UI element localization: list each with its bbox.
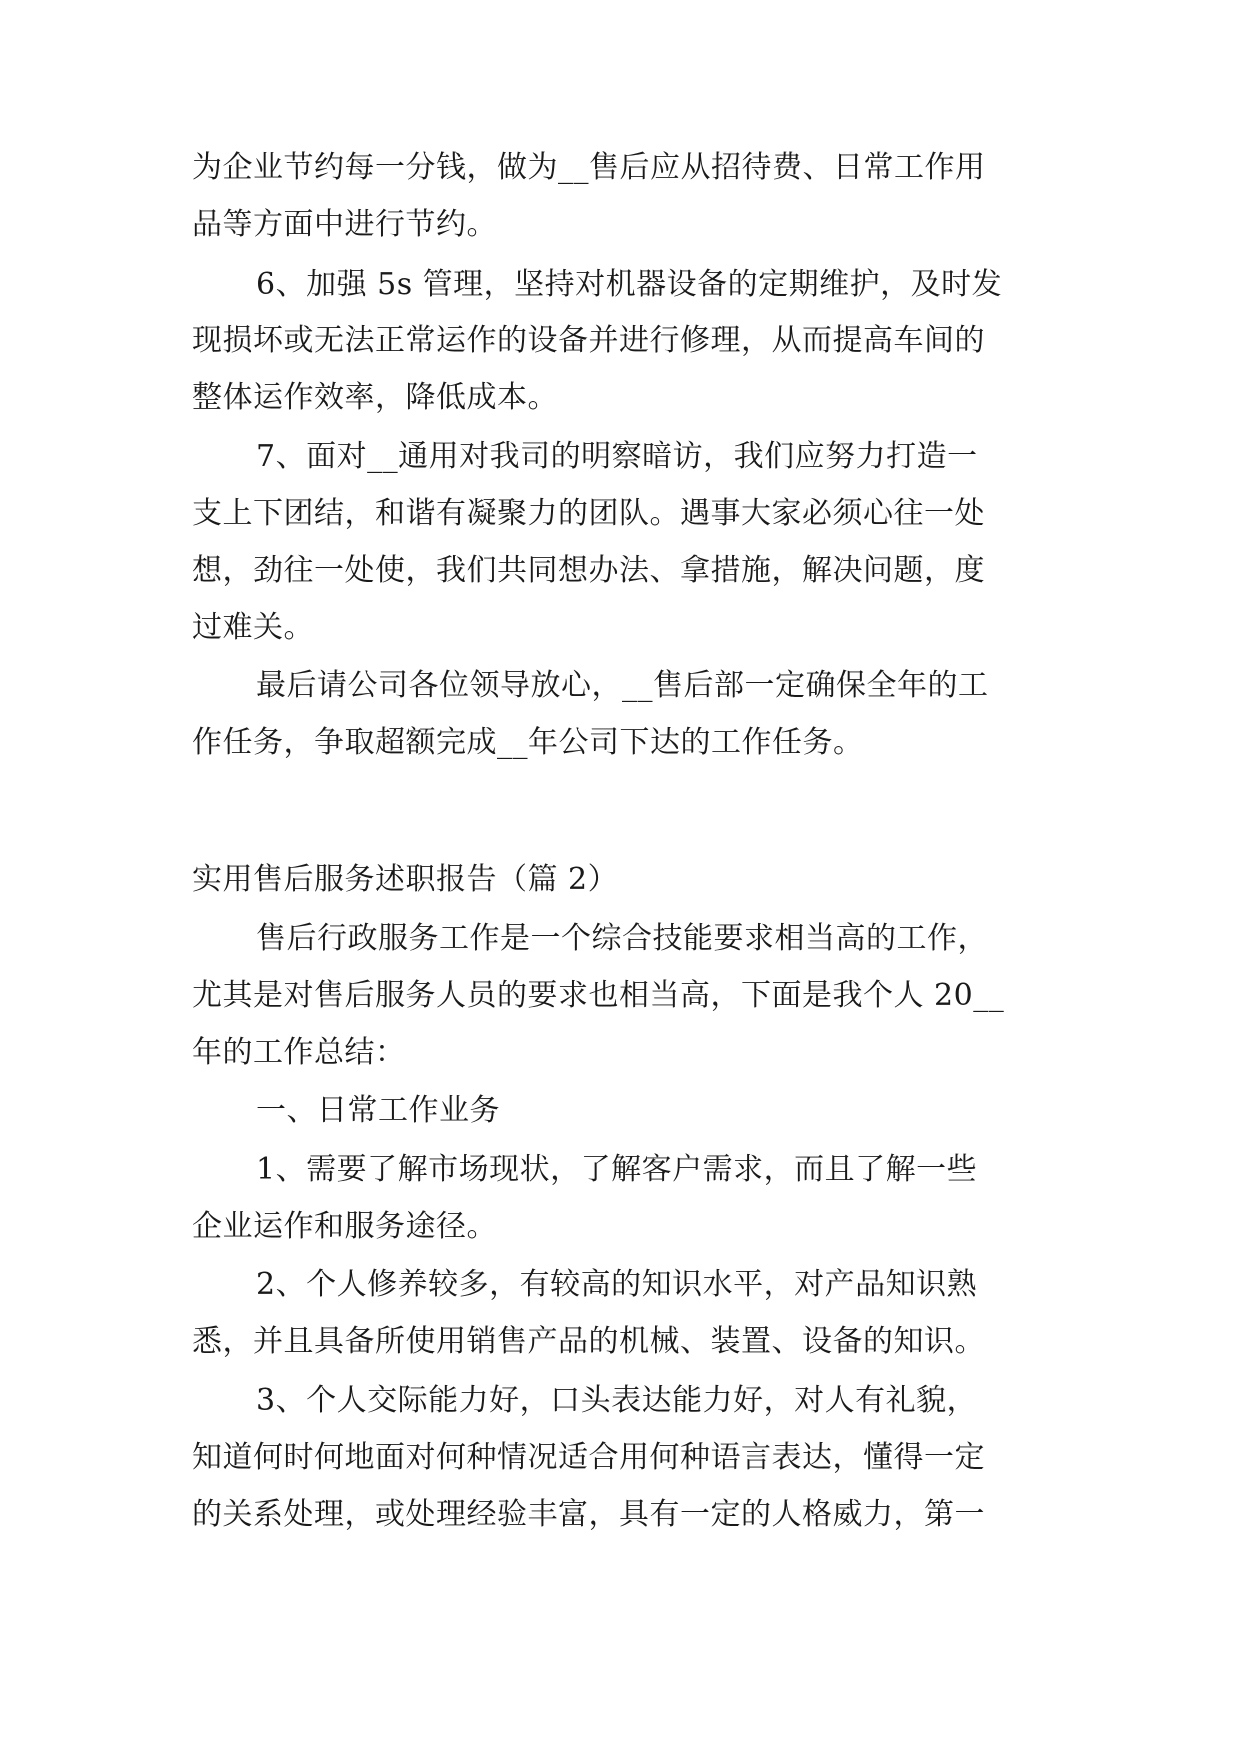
text-line: 的关系处理，或处理经验丰富，具有一定的人格威力，第一 bbox=[192, 1497, 985, 1532]
text-line: 悉，并且具备所使用销售产品的机械、装置、设备的知识。 bbox=[192, 1324, 985, 1359]
intro-paragraph: 售后行政服务工作是一个综合技能要求相当高的工作， bbox=[256, 921, 988, 956]
text-line: 年的工作总结： bbox=[192, 1035, 406, 1070]
text-line: 品等方面中进行节约。 bbox=[192, 207, 497, 242]
list-item-7: 7、面对__通用对我司的明察暗访，我们应努力打造一 bbox=[256, 439, 978, 474]
text-line: 尤其是对售后服务人员的要求也相当高，下面是我个人 20__ bbox=[192, 978, 1005, 1013]
text-line: 过难关。 bbox=[192, 610, 314, 645]
text-line: 企业运作和服务途径。 bbox=[192, 1209, 497, 1244]
list-item-2: 2、个人修养较多，有较高的知识水平，对产品知识熟 bbox=[256, 1267, 978, 1302]
list-item-1: 1、需要了解市场现状，了解客户需求，而且了解一些 bbox=[256, 1152, 978, 1187]
list-item-3: 3、个人交际能力好，口头表达能力好，对人有礼貌， bbox=[256, 1383, 978, 1418]
text-line: 支上下团结，和谐有凝聚力的团队。遇事大家必须心往一处 bbox=[192, 496, 985, 531]
text-line: 知道何时何地面对何种情况适合用何种语言表达，懂得一定 bbox=[192, 1440, 985, 1475]
list-item-6: 6、加强 5s 管理，坚持对机器设备的定期维护，及时发 bbox=[256, 267, 1003, 302]
text-line: 整体运作效率，降低成本。 bbox=[192, 380, 558, 415]
text-line: 作任务，争取超额完成__年公司下达的工作任务。 bbox=[192, 725, 864, 760]
text-line: 为企业节约每一分钱，做为__售后应从招待费、日常工作用 bbox=[192, 150, 986, 185]
text-line: 现损坏或无法正常运作的设备并进行修理，从而提高车间的 bbox=[192, 323, 985, 358]
section-title: 实用售后服务述职报告（篇 2） bbox=[192, 862, 619, 897]
text-line: 想，劲往一处使，我们共同想办法、拿措施，解决问题，度 bbox=[192, 553, 985, 588]
closing-paragraph: 最后请公司各位领导放心，__售后部一定确保全年的工 bbox=[256, 668, 989, 703]
subheading: 一、日常工作业务 bbox=[256, 1093, 500, 1128]
